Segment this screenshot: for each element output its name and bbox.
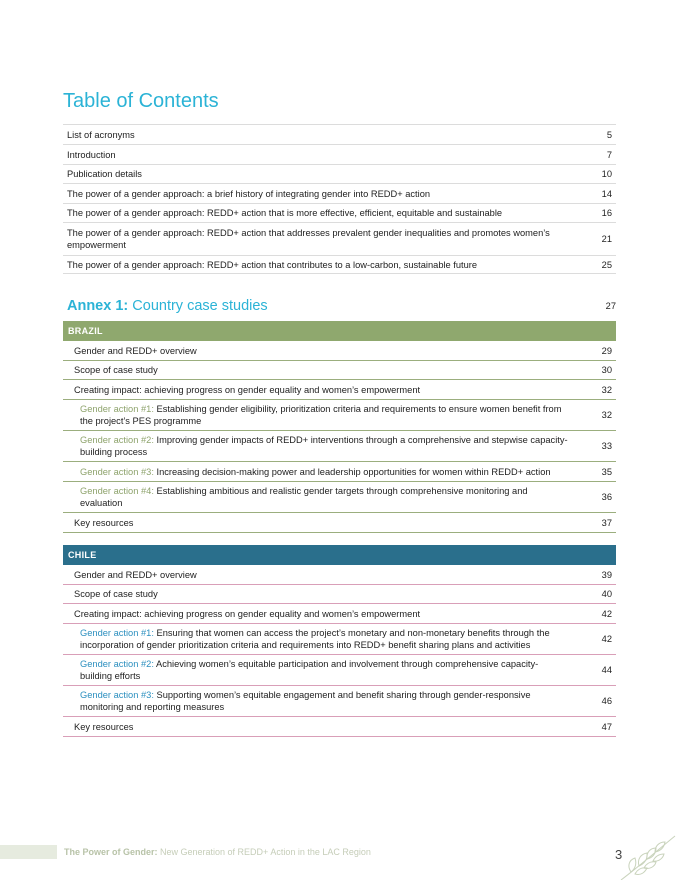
section-chile xyxy=(63,545,616,737)
page-number: 3 xyxy=(615,847,623,862)
toc-row-page: 10 xyxy=(601,169,612,179)
toc-row[interactable] xyxy=(63,717,616,737)
toc-row-page: 32 xyxy=(601,384,612,395)
toc-row[interactable] xyxy=(63,255,616,274)
toc-row-text: List of acronyms xyxy=(67,129,135,140)
section-band-brazil: BRAZIL xyxy=(63,321,616,341)
toc-row-text: Creating impact: achieving progress on gender equality and women’s empowerment xyxy=(74,608,421,619)
toc-row-page: 44 xyxy=(601,665,612,675)
gender-action-label: Gender action #2: xyxy=(80,435,154,445)
toc-row-page: 32 xyxy=(601,410,612,420)
toc-row-gender-action[interactable] xyxy=(63,462,616,482)
toc-row[interactable] xyxy=(63,164,616,183)
toc-row-page: 25 xyxy=(601,259,612,270)
toc-row-page: 29 xyxy=(601,345,612,356)
toc-row[interactable] xyxy=(63,604,616,624)
toc-row-text: Gender and REDD+ overview xyxy=(74,345,197,356)
toc-row-text: Gender and REDD+ overview xyxy=(74,569,197,580)
toc-row-text xyxy=(80,658,588,682)
toc-row-text: The power of a gender approach: a brief history of integrating gender into REDD+ action xyxy=(67,188,431,199)
leaf-decoration-icon xyxy=(617,834,680,880)
toc-row[interactable] xyxy=(63,183,616,203)
toc-row[interactable] xyxy=(63,361,616,380)
gender-action-label: Gender action #2: xyxy=(80,659,154,669)
gender-action-label: Gender action #3: xyxy=(80,690,154,700)
toc-row-text: The power of a gender approach: REDD+ action that addresses prevalent gender inequalities and promotes women’s empowerment xyxy=(67,228,550,250)
toc-row-gender-action[interactable] xyxy=(63,655,616,686)
toc-row[interactable] xyxy=(63,380,616,400)
gender-action-label: Gender action #1: xyxy=(80,628,154,638)
toc-row-text: Key resources xyxy=(74,721,134,732)
toc-row-text: The power of a gender approach: REDD+ action that is more effective, efficient, equitable and sustainable xyxy=(67,208,503,218)
gender-action-text: Increasing decision-making power and leadership opportunities for women within REDD+ action xyxy=(153,466,551,477)
toc-row[interactable] xyxy=(63,124,616,144)
annex-label: Annex 1: xyxy=(67,298,129,314)
toc-row-text xyxy=(80,403,588,427)
toc-row[interactable] xyxy=(63,144,616,164)
toc-row[interactable] xyxy=(63,565,616,585)
toc-row-page: 39 xyxy=(601,569,612,580)
section-band-chile: CHILE xyxy=(63,545,616,565)
toc-row-text: Key resources xyxy=(74,517,134,528)
toc-row-page: 42 xyxy=(601,608,612,619)
toc-row-gender-action[interactable] xyxy=(63,686,616,717)
toc-row-page: 7 xyxy=(606,149,612,160)
toc-row-text: Publication details xyxy=(67,169,142,179)
section-brazil xyxy=(63,321,616,533)
toc-row[interactable] xyxy=(63,203,616,222)
footer-title-rest: New Generation of REDD+ Action in the LAC Region xyxy=(157,847,371,857)
toc-row-text: Scope of case study xyxy=(74,365,158,375)
gender-action-label: Gender action #3: xyxy=(80,466,154,477)
footer-title-bold: The Power of Gender: xyxy=(64,847,158,857)
toc-row-page: 33 xyxy=(601,441,612,451)
toc-row-gender-action[interactable] xyxy=(63,431,616,462)
toc-row-page: 30 xyxy=(601,365,612,375)
toc-row[interactable] xyxy=(63,222,616,255)
toc-row-gender-action[interactable] xyxy=(63,482,616,513)
toc-row-page: 14 xyxy=(601,188,612,199)
annex-page: 27 xyxy=(605,301,616,311)
toc-row-text xyxy=(80,485,588,509)
toc-row-text: Scope of case study xyxy=(74,589,158,599)
toc-row-text xyxy=(80,689,588,713)
toc-row-page: 5 xyxy=(606,129,612,140)
footer-title xyxy=(64,847,371,857)
toc-row-text xyxy=(80,434,588,458)
toc-row-page: 16 xyxy=(601,208,612,218)
toc-row-text: The power of a gender approach: REDD+ action that contributes to a low-carbon, sustainable future xyxy=(67,259,478,270)
footer-accent-bar xyxy=(0,845,57,859)
annex-title xyxy=(63,298,268,314)
gender-action-text: Ensuring that women can access the project’s monetary and non-monetary benefits through the incorporation of gender prioritization criteria and requirements into REDD+ benefit sharing plans and activities xyxy=(80,628,550,650)
page-title: Table of Contents xyxy=(63,90,219,112)
toc-row-gender-action[interactable] xyxy=(63,400,616,431)
toc-row-text xyxy=(80,466,588,478)
gender-action-label: Gender action #4: xyxy=(80,486,154,496)
gender-action-text: Establishing gender eligibility, prioritization criteria and requirements to ensure women benefit from the project’s PES programme xyxy=(80,404,562,426)
toc-row-page: 21 xyxy=(601,234,612,244)
toc-row[interactable] xyxy=(63,341,616,361)
toc-row-page: 36 xyxy=(601,492,612,502)
toc-row-text: Introduction xyxy=(67,149,116,160)
gender-action-label: Gender action #1: xyxy=(80,404,154,414)
toc-row-page: 47 xyxy=(601,721,612,732)
toc-row[interactable] xyxy=(63,585,616,604)
toc-row-page: 37 xyxy=(601,517,612,528)
toc-row-page: 46 xyxy=(601,696,612,706)
gender-action-text: Improving gender impacts of REDD+ interventions through a comprehensive and stepwise capacity-building process xyxy=(80,435,568,457)
annex-title-text: Country case studies xyxy=(128,298,268,314)
toc-row-text: Creating impact: achieving progress on gender equality and women’s empowerment xyxy=(74,384,421,395)
toc-row[interactable] xyxy=(63,513,616,533)
toc-row-page: 40 xyxy=(601,589,612,599)
toc-row-page: 42 xyxy=(601,634,612,644)
gender-action-text: Achieving women’s equitable participation and involvement through comprehensive capacity-building efforts xyxy=(80,659,539,681)
toc-main xyxy=(63,124,616,274)
toc-row-page: 35 xyxy=(601,466,612,477)
toc-row-gender-action[interactable] xyxy=(63,624,616,655)
gender-action-text: Establishing ambitious and realistic gender targets through comprehensive monitoring and evaluation xyxy=(80,486,528,508)
gender-action-text: Supporting women’s equitable engagement and benefit sharing through gender-responsive monitoring and reporting measures xyxy=(80,690,531,712)
toc-row-text xyxy=(80,627,588,651)
annex-heading[interactable] xyxy=(63,298,616,314)
